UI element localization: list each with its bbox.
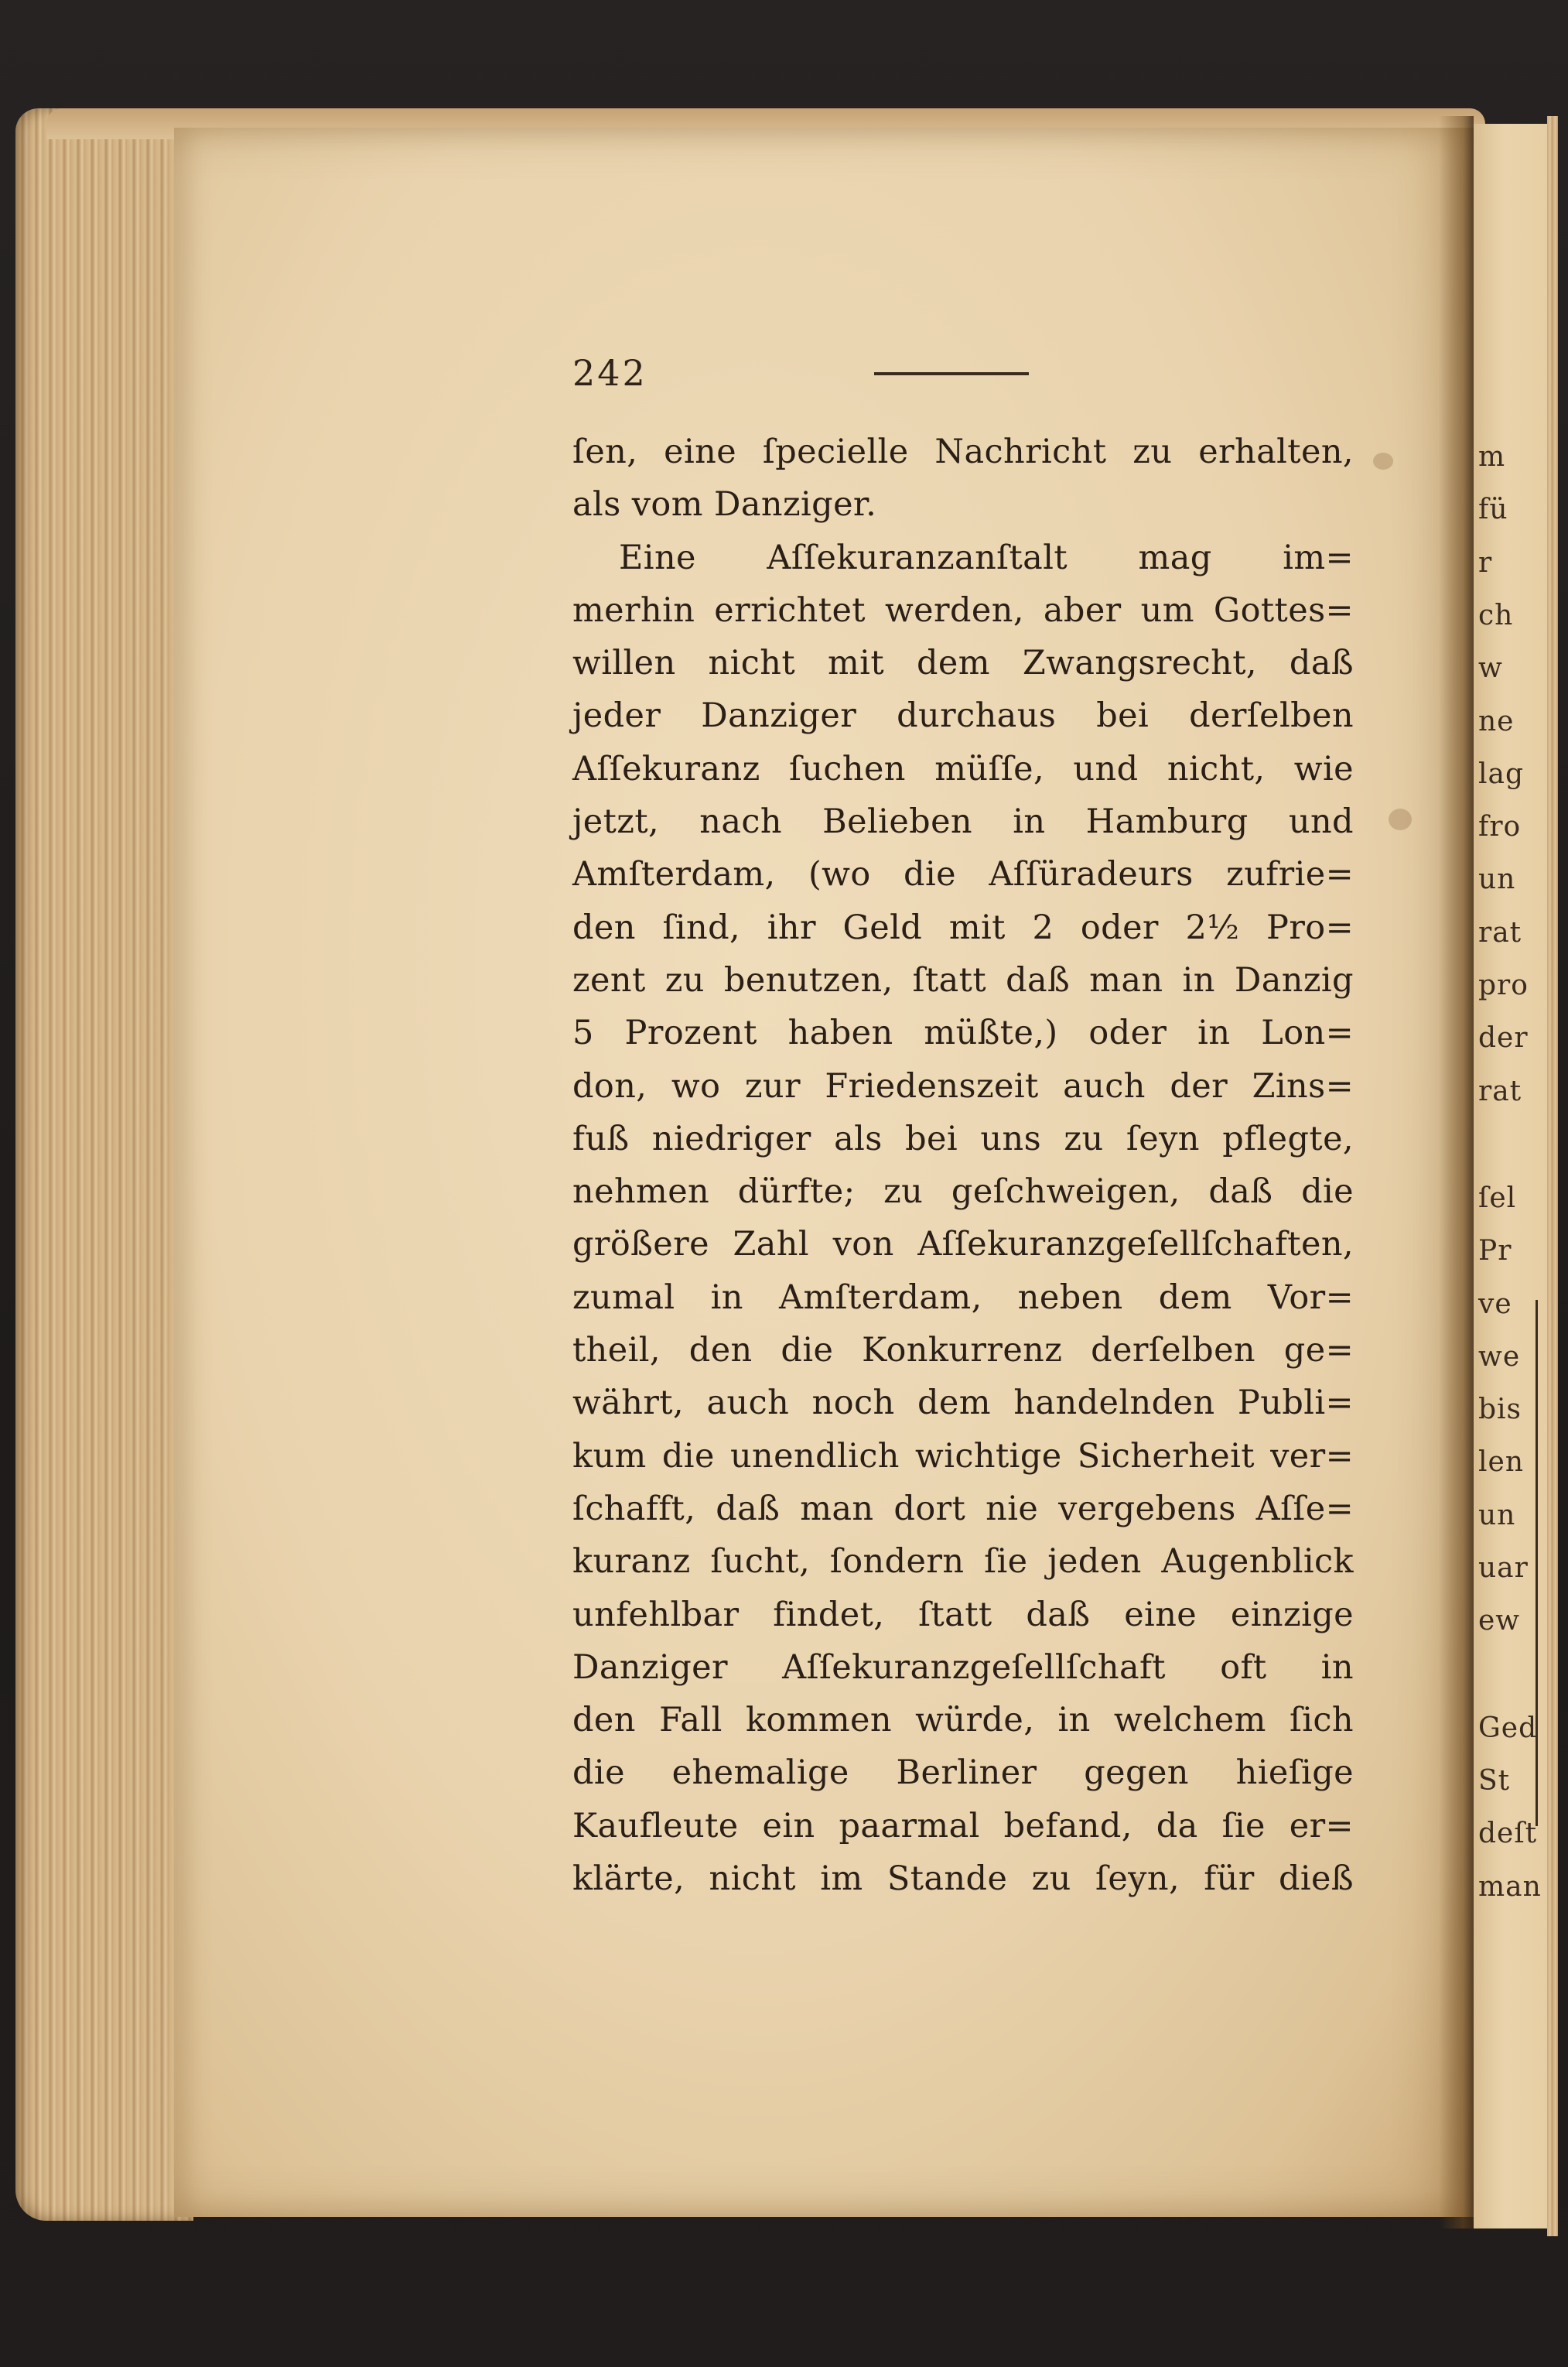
recto-text-fragment: ch [1478,599,1514,631]
text-line: kuranz ſucht, ſondern ſie jeden Augenblick [572,1542,1354,1582]
recto-text-fragment: m [1478,441,1506,473]
recto-text-fragment: Ged [1478,1712,1538,1744]
recto-text-fragment: St [1478,1764,1511,1797]
text-line: Aſſekuranz ſuchen müſſe, und nicht, wie [572,749,1354,788]
recto-text-fragment: fü [1478,494,1508,526]
text-line: Amſterdam, (wo die Aſſüradeurs zufrie= [572,855,1354,894]
text-line: währt, auch noch dem handelnden Publi= [572,1384,1354,1423]
recto-text-fragment: bis [1478,1394,1522,1426]
text-line: klärte, nicht im Stande zu ſeyn, für dieß [572,1859,1354,1899]
text-line: zumal in Amſterdam, neben dem Vor= [572,1278,1354,1317]
text-line: kum die unendlich wichtige Sicherheit ver= [572,1436,1354,1476]
text-line: ſen, eine ſpecielle Nachricht zu erhalten, [572,433,1354,471]
recto-text-fragment: rat [1478,916,1522,949]
text-line: Danziger Aſſekuranzgeſellſchaft oft in [572,1647,1354,1687]
text-line: den Fall kommen würde, in welchem ſich [572,1701,1354,1740]
header-rule [874,372,1029,375]
text-line: nehmen dürfte; zu geſchweigen, daß die [572,1172,1354,1212]
recto-text-fragment: uar [1478,1552,1529,1584]
gutter-shadow [1439,116,1474,2228]
page-header [572,352,1346,406]
recto-text-fragment: man [1478,1870,1542,1903]
text-line: als vom Danziger. [572,485,877,525]
recto-page-fragment [1474,124,1551,2228]
recto-text-fragment: Pr [1478,1235,1512,1267]
text-line: merhin errichtet werden, aber um Gottes= [572,590,1354,630]
text-line: theil, den die Konkurrenz derſelben ge= [572,1331,1354,1370]
recto-vertical-line [1536,1300,1538,1826]
text-line: Eine Aſſekuranzanſtalt mag im= [619,538,1354,577]
recto-text-fragment: un [1478,864,1516,896]
recto-text-fragment: ne [1478,705,1515,737]
recto-text-fragment: lag [1478,758,1525,790]
recto-page-edge [1547,116,1558,2236]
text-line: den ſind, ihr Geld mit 2 oder 2½ Pro= [572,908,1354,947]
recto-text-fragment: fro [1478,811,1522,843]
recto-text-fragment: ew [1478,1605,1521,1637]
recto-text-fragment: ve [1478,1288,1512,1320]
text-line: willen nicht mit dem Zwangsrecht, daß [572,644,1354,683]
recto-text-fragment: w [1478,652,1503,685]
text-line: ſchafft, daß man dort nie vergebens Aſſe= [572,1489,1354,1528]
recto-text-fragment: len [1478,1446,1525,1479]
text-line: die ehemalige Berliner gegen hieſige [572,1753,1354,1793]
text-line: 5 Prozent haben müßte,) oder in Lon= [572,1014,1354,1053]
recto-text-fragment: r [1478,546,1493,579]
text-line: zent zu benutzen, ſtatt daß man in Danzig [572,960,1354,1000]
page-edges [15,108,193,2221]
text-line: jeder Danziger durchaus bei derſelben [572,696,1354,736]
recto-text-fragment: we [1478,1340,1521,1373]
text-line: unfehlbar findet, ſtatt daß eine einzige [572,1595,1354,1634]
body-text [572,426,1354,1958]
recto-text-fragment: pro [1478,970,1529,1001]
text-line: don, wo zur Friedenszeit auch der Zins= [572,1066,1354,1106]
recto-text-fragment: deſt [1478,1818,1538,1850]
recto-text-fragment: un [1478,1499,1516,1531]
text-line: Kaufleute ein paarmal befand, da ſie er= [572,1806,1354,1845]
recto-text-fragment: ſel [1478,1182,1517,1214]
text-line: größere Zahl von Aſſekuranzgeſellſchaften, [572,1225,1354,1264]
text-line: fuß niedriger als bei uns zu ſeyn pflegte, [572,1119,1354,1158]
page-number: 242 [572,352,647,394]
recto-text-fragment: der [1478,1022,1529,1055]
text-line: jetzt, nach Belieben in Hamburg und [572,802,1354,842]
recto-text-fragment: rat [1478,1075,1522,1107]
